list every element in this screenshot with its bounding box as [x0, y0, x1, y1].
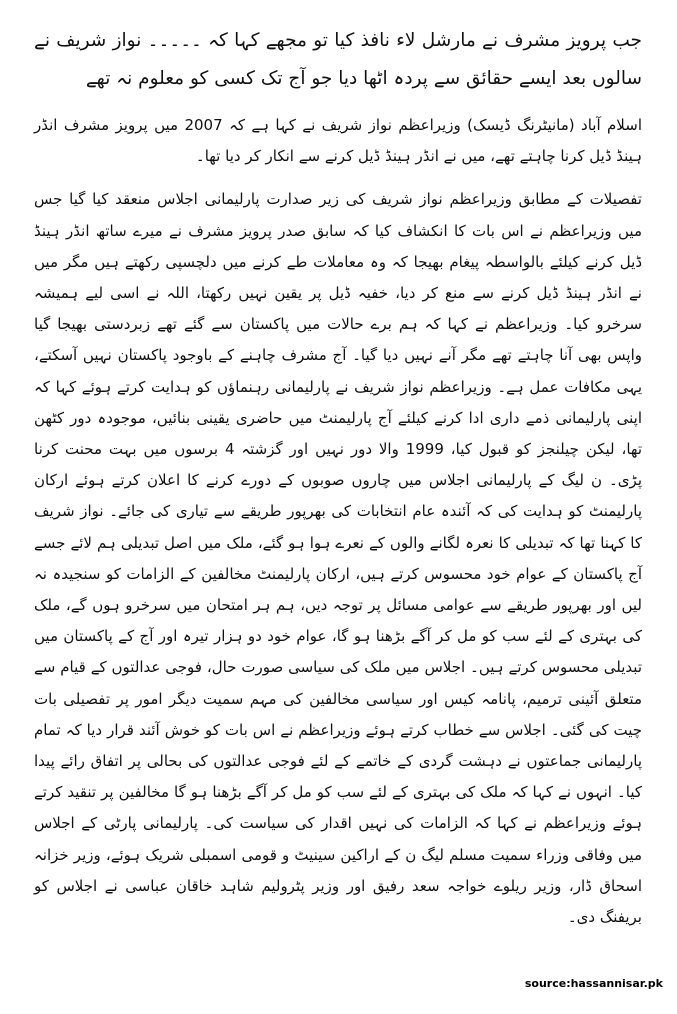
article-headline: جب پرویز مشرف نے مارشل لاء نافذ کیا تو مجھے کہا کہ ۔۔۔۔۔ نواز شریف نے سالوں بعد ایسے حقائق سے پردہ اٹھا دیا جو آج تک کسی کو معلوم نہ تھے [34, 30, 642, 89]
article-intro-paragraph: اسلام آباد (مانیٹرنگ ڈیسک) وزیراعظم نواز شریف نے کہا ہے کہ 2007 میں پرویز مشرف انڈر ہینڈ ڈیل کرنا چاہتے تھے، میں نے انڈر ہینڈ ڈیل کرنے سے انکار کر دیا تھا۔ [34, 116, 642, 166]
news-article [34, 22, 642, 945]
source-credit: source:hassannisar.pk [524, 977, 663, 990]
article-body-paragraph: تفصیلات کے مطابق وزیراعظم نواز شریف کی زیر صدارت پارلیمانی اجلاس منعقد کیا گیا جس میں وزیراعظم نے اس بات کا انکشاف کیا کہ سابق صدر پرویز مشرف نے میرے ساتھ انڈر ہینڈ ڈیل کرنے کیلئے بالواسطہ پیغام بھیجا کہ وہ معاملات طے کرنے میں دلچسپی رکھتے ہیں مگر میں نے انڈر ہینڈ ڈیل کرنے سے منع کر دیا، خفیہ ڈیل پر یقین نہیں رکھتا، اللہ نے اسی لیے ہمیشہ سرخرو کیا۔ وزیراعظم نے کہا کہ ہم برے حالات میں پاکستان سے گئے تھے زبردستی بھیجا گیا واپس بھی آنا چاہتے تھے مگر آنے نہیں دیا گیا۔ آج مشرف چاہنے کے باوجود پاکستان نہیں آسکتے، یہی مکافات عمل ہے۔ وزیراعظم نواز شریف نے پارلیمانی رہنماؤں کو ہدایت کرتے ہوئے کہا کہ اپنی پارلیمانی ذمے داری ادا کرنے کیلئے آج پارلیمنٹ میں حاضری یقینی بنائیں، موجودہ دور کٹھن تھا، لیکن چیلنجز کو قبول کیا، 1999 والا دور نہیں اور گزشتہ 4 برسوں میں بہت محنت کرنا پڑی۔ ن لیگ کے پارلیمانی اجلاس میں چاروں صوبوں کے دورے کرنے کا اعلان کرتے ہوئے ارکان پارلیمنٹ کو ہدایت کی کہ آئندہ عام انتخابات کی بھرپور طریقے سے تیاری کی جائے۔ نواز شریف کا کہنا تھا کہ تبدیلی کا نعرہ لگانے والوں کے نعرے ہوا ہو گئے، ملک میں اصل تبدیلی ہم لائے جسے آج پاکستان کے عوام خود محسوس کرتے ہیں، ارکان پارلیمنٹ مخالفین کے الزامات کو سنجیدہ نہ لیں اور بھرپور طریقے سے عوامی مسائل پر توجہ دیں، ہم ہر امتحان میں سرخرو ہوں گے، ملک کی بہتری کے لئے سب کو مل کر آگے بڑھنا ہو گا، عوام خود دو ہزار تیرہ اور آج کے پاکستان میں تبدیلی محسوس کرتے ہیں۔ اجلاس میں ملک کی سیاسی صورت حال، فوجی عدالتوں کے قیام سے متعلق آئینی ترمیم، پانامہ کیس اور سیاسی مخالفین کی مہم سمیت دیگر امور پر تفصیلی بات چیت کی گئی۔ اجلاس سے خطاب کرتے ہوئے وزیراعظم نے اس بات کو خوش آئند قرار دیا کہ تمام پارلیمانی جماعتوں نے دہشت گردی کے خاتمے کے لئے فوجی عدالتوں کی بحالی پر اتفاق رائے پیدا کیا۔ انہوں نے کہا کہ ملک کی بہتری کے لئے سب کو مل کر آگے بڑھنا ہو گا مخالفین پر تنقید کرتے ہوئے وزیراعظم نے کہا کہ الزامات کی نہیں اقدار کی سیاست کی۔ پارلیمانی پارٹی کے اجلاس میں وفاقی وزراء سمیت مسلم لیگ ن کے اراکین سینیٹ و قومی اسمبلی شریک ہوئے، وزیر خزانہ اسحاق ڈار، وزیر ریلوے خواجہ سعد رفیق اور وزیر پٹرولیم شاہد خاقان عباسی نے اجلاس کو بریفنگ دی۔ [34, 190, 642, 927]
